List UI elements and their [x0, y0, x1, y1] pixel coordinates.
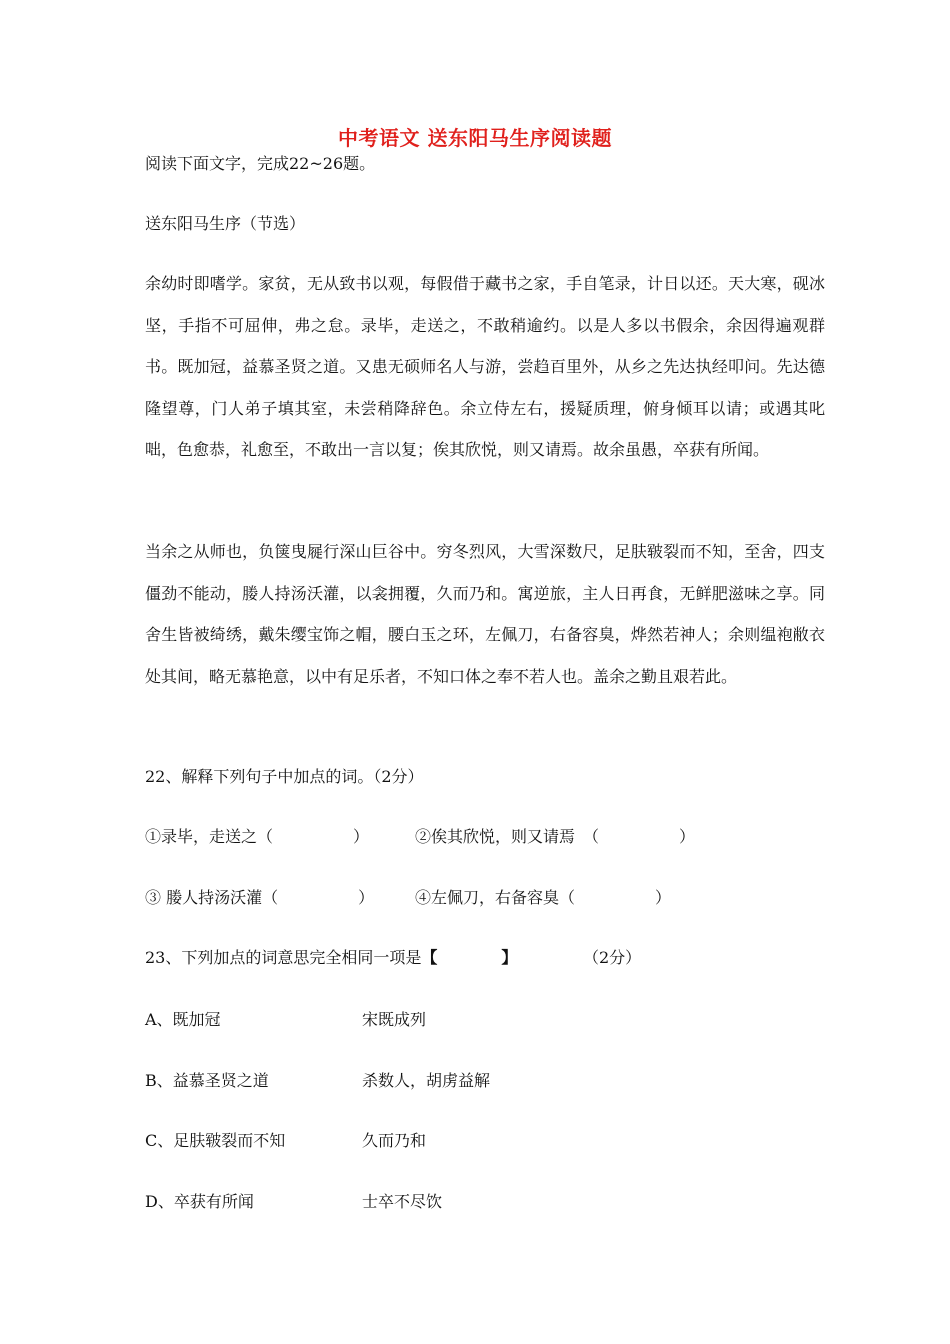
- option-c-right: 久而乃和: [362, 1131, 427, 1150]
- question-23-prompt: 23、下列加点的词意思完全相同一项是: [145, 948, 422, 967]
- passage-paragraph-2: 当余之从师也，负箧曳屣行深山巨谷中。穷冬烈风，大雪深数尺，足肤皲裂而不知，至舍，四支僵劲不能动，媵人持汤沃灌，以衾拥覆，久而乃和。寓逆旅，主人日再食，无鲜肥滋味之享。同舍生皆被绮绣，戴朱缨宝饰之帽，腰白玉之环，左佩刀，右备容臭，烨然若神人；余则缊袍敝衣处其间，略无慕艳意，以中有足乐者，不知口体之奉不若人也。盖余之勤且艰若此。: [145, 542, 825, 686]
- option-d-right: 士卒不尽饮: [362, 1192, 443, 1211]
- question-22-item-4: ④左佩刀，右备容臭（ ）: [415, 888, 672, 907]
- question-23-prompt-line: [145, 948, 517, 968]
- passage-subtitle: 送东阳马生序（节选）: [145, 214, 306, 233]
- intro-text: 阅读下面文字，完成22~26题。: [145, 154, 376, 173]
- option-b-right: 杀数人，胡虏益解: [362, 1071, 491, 1090]
- question-22-item-2: ②俟其欣悦，则又请焉 （ ）: [415, 827, 696, 846]
- option-a-right: 宋既成列: [362, 1010, 427, 1029]
- question-22-item-3: ③ 媵人持汤沃灌（ ）: [145, 888, 375, 907]
- option-c-left: C、足肤皲裂而不知: [145, 1131, 286, 1150]
- option-d-left: D、卒获有所闻: [145, 1192, 254, 1211]
- document-title: 中考语文 送东阳马生序阅读题: [338, 126, 612, 150]
- option-b-left: B、益慕圣贤之道: [145, 1071, 269, 1090]
- option-a-left: A、既加冠: [145, 1010, 221, 1029]
- answer-bracket: 【 】: [421, 948, 518, 967]
- passage-paragraph-1: 余幼时即嗜学。家贫，无从致书以观，每假借于藏书之家，手自笔录，计日以还。天大寒，砚冰坚，手指不可屈伸，弗之怠。录毕，走送之，不敢稍逾约。以是人多以书假余，余因得遍观群书。既加冠，益慕圣贤之道。又患无硕师名人与游，尝趋百里外，从乡之先达执经叩问。先达德隆望尊，门人弟子填其室，未尝稍降辞色。余立侍左右，援疑质理，俯身倾耳以请；或遇其叱咄，色愈恭，礼愈至，不敢出一言以复；俟其欣悦，则又请焉。故余虽愚，卒获有所闻。: [145, 274, 825, 459]
- question-22-prompt: 22、解释下列句子中加点的词。（2分）: [145, 767, 424, 786]
- question-23-score: （2分）: [583, 948, 642, 967]
- question-22-item-1: ①录毕，走送之（ ）: [145, 827, 370, 846]
